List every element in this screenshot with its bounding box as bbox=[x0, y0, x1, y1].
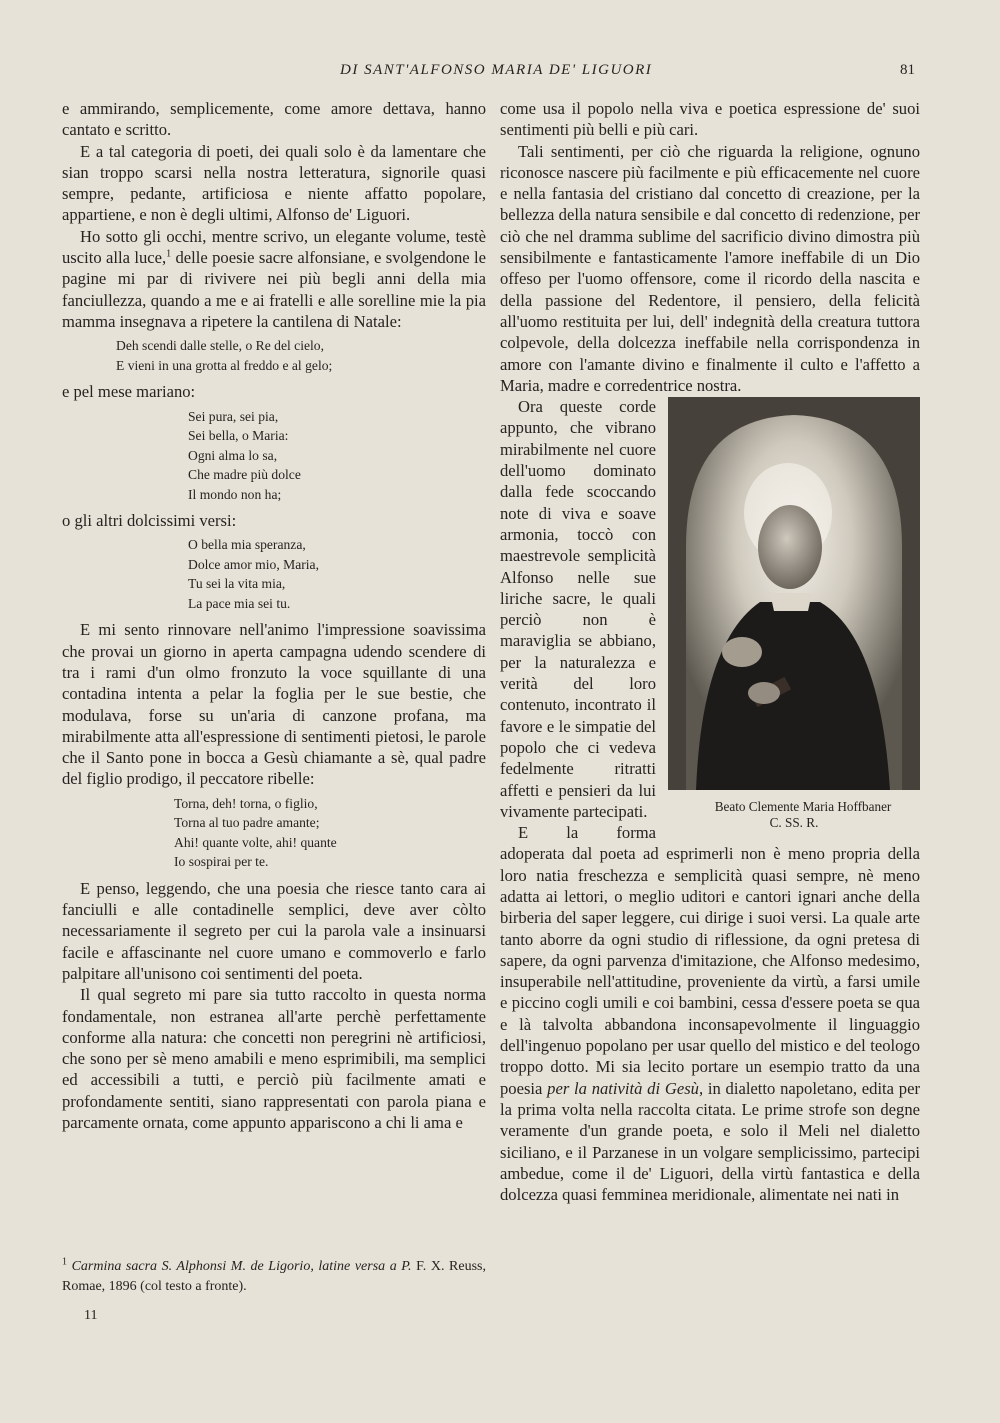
page-number: 81 bbox=[900, 62, 915, 78]
paragraph: e pel mese mariano: bbox=[62, 382, 196, 402]
paragraph-text: in dialetto napoletano, edita per la prima volta nella raccolta citata. Le prime strofe son degne veramente d'un grande poeta, e solo il Meli nel dialetto siciliano, e il Parzanese in un volgare semplicissimo, partecipi ambedue, come il de' Liguori, della virtù fantastica e della dolcezza quasi femminea meridionale, alimentate nei nati in bbox=[500, 1078, 920, 1205]
paragraph-text: Ho sotto gli occhi, mentre scrivo, un elegante volume, testè uscito alla luce, bbox=[62, 226, 486, 268]
verse-line: Dolce amor mio, Maria, bbox=[188, 556, 319, 572]
paragraph-text: Ora queste corde appunto, che vibrano mirabilmente nel cuore dell'uomo dominato dalla fede scoccando note di viva e soave armonia, toccò con maestrevole semplicità Alfonso nelle sue liriche sacre, le quali perciò non è maraviglia se abbiano, per la naturalezza e verità del loro contenuto, incontrato il favore e le simpatie del popolo che ci vedeva fedelmente ritratti affetti e pensieri da lui vivamente partecipati. bbox=[500, 397, 656, 821]
caption-line: Beato Clemente Maria Hoffbaner bbox=[714, 799, 892, 815]
verse-line: Deh scendi dalle stelle, o Re del cielo, bbox=[116, 338, 324, 354]
signature-mark: 11 bbox=[84, 1308, 98, 1323]
left-column bbox=[62, 98, 486, 1133]
right-column bbox=[500, 98, 920, 1205]
verse-line: Sei bella, o Maria: bbox=[188, 428, 289, 444]
footnote-mark: 1 bbox=[62, 1256, 67, 1268]
verse-line: Ogni alma lo sa, bbox=[188, 447, 278, 463]
italic-title: per la natività di Gesù, bbox=[547, 1078, 704, 1098]
verse-line: O bella mia speranza, bbox=[188, 537, 306, 553]
paragraph-text: delle poesie sacre alfonsiane, e svolgendone le pagine mi par di rivivere nei più begli anni della mia fanciullezza, quando a me e ai fratelli e alle sorelline mie la pia mamma insegnava a ripetere la cantilena di Natale: bbox=[62, 248, 487, 331]
paragraph: E a tal categoria di poeti, dei quali solo è da lamentare che sian troppo scarsi nella nostra letteratura, signorile quasi sempre, pedante, artificiosa e niente affatto popolare, appartiene, e non è degli ultimi, Alfonso de' Liguori. bbox=[62, 141, 486, 225]
verse-block bbox=[188, 535, 486, 613]
paragraph bbox=[500, 396, 920, 831]
portrait-image bbox=[668, 397, 920, 790]
verse-line: Torna al tuo padre amante; bbox=[174, 815, 320, 831]
paragraph: e ammirando, semplicemente, come amore dettava, hanno cantato e scritto. bbox=[62, 99, 486, 140]
paragraph: Tali sentimenti, per ciò che riguarda la religione, ognuno riconosce nascere più facilmente e più efficacemente nel cuore e nella fantasia del cristiano dal concetto di creazione, per la bellezza della natura sensibile e dal concetto di redenzione, per ciò che nel dramma sublime del sacrificio divino dimostra più sensibilmente e fantasticamente l'amore ineffabile di un Dio offeso per l'uomo offensore, come il ricordo della nascita e della passione del Redentore, il pensiero, della felicità all'uomo restituita per lui, dell' indegnità della creatura tuttora colpevole, della dolcezza ineffabile nella corrispondenza in amore con l'amante divino e finalmente il culto e l'affetto a Maria, madre e corredentrice nostra. bbox=[500, 141, 920, 395]
verse-line: Torna, deh! torna, o figlio, bbox=[174, 795, 318, 811]
page-header bbox=[340, 62, 940, 79]
paragraph: E mi sento rinnovare nell'animo l'impressione soavissima che provai un giorno in aperta campagna udendo scendere di tra i rami d'un olmo fronzuto la voce squillante di una contadina intenta a pelar la foglia per le sue bestie, che modulava, forse su un'aria di canzone profana, ma mirabilmente atta all'espressione di sentimenti pietosi, le parole che il Santo pone in bocca a Gesù chiamante a sè, qual padre del figlio prodigo, il peccatore ribelle: bbox=[62, 620, 486, 789]
verse-line: Tu sei la vita mia, bbox=[188, 576, 286, 592]
verse-block bbox=[188, 407, 486, 505]
verse-line: Che madre più dolce bbox=[188, 467, 301, 483]
verse-block bbox=[174, 794, 486, 872]
paragraph: o gli altri dolcissimi versi: bbox=[62, 511, 237, 531]
footnote-title: Carmina sacra S. Alphonsi M. de Ligorio, latine versa a P. bbox=[71, 1259, 412, 1274]
footnote bbox=[62, 1257, 486, 1297]
portrait-figure bbox=[668, 397, 920, 835]
verse-line: Il mondo non ha; bbox=[188, 486, 282, 502]
running-title: DI SANT'ALFONSO MARIA DE' LIGUORI bbox=[340, 62, 653, 78]
verse-line: Ahi! quante volte, ahi! quante bbox=[174, 834, 337, 850]
verse-line: Io sospirai per te. bbox=[174, 854, 269, 870]
paragraph bbox=[62, 226, 486, 332]
portrait-illustration bbox=[668, 397, 920, 790]
footnote-text: F. X. Reuss, Romae, 1896 (col testo a fronte). bbox=[62, 1259, 486, 1294]
footnote-reference: 1 bbox=[166, 248, 172, 260]
caption-line: C. SS. R. bbox=[769, 815, 819, 831]
paragraph: come usa il popolo nella viva e poetica espressione de' suoi sentimenti più belli e più cari. bbox=[500, 99, 920, 140]
verse-block bbox=[116, 336, 486, 375]
verse-line: Sei pura, sei pia, bbox=[188, 408, 279, 424]
verse-line: E vieni in una grotta al freddo e al gelo; bbox=[116, 357, 333, 373]
paragraph: E penso, leggendo, che una poesia che riesce tanto cara ai fanciulli e alle contadinelle semplici, deve aver còlto necessariamente il segreto per cui la parola vale a insinuarsi facile e affascinante nel cuore umano e commoverlo e farlo palpitare all'unisono coi sentimenti del poeta. bbox=[62, 878, 486, 983]
figure-caption bbox=[668, 799, 920, 831]
paragraph-text: E la forma adoperata dal poeta ad esprimerli non è meno propria della loro natia freschezza e semplicità quasi sempre, nè meno adatta ai lettori, o meglio uditori e cantori ignari anche della birberia del saper leggere, cui dirige i suoi versi. La quale arte tanto aborre da ogni studio di riflessione, da ogni pretesa di sapere, da ogni parvenza d'imitazione, che Alfonso medesimo, insuperabile nell'attitudine, proveniente da virtù, a farsi umile e piccino cogli umili e coi bambini, cessa d'essere poeta se qua e là talvolta abbandona inconsapevolmente il linguaggio dell'ingenuo popolano per usar quello del mistico e del teologo troppo dotto. Mi sia lecito portare un esempio tratto da una poesia bbox=[500, 823, 920, 1098]
paragraph bbox=[500, 822, 920, 1205]
verse-line: La pace mia sei tu. bbox=[188, 595, 291, 611]
paragraph: Il qual segreto mi pare sia tutto raccolto in questa norma fondamentale, non estranea all'arte perchè perfettamente conforme alla natura: che concetti non peregrini nè artificiosi, che sono per sè meno amabili e meno esprimibili, ma semplici ed accessibili a tutti, e perciò più facilmente amati e profondamente sentiti, siano rappresentati con parola piana e parcamente ornata, come appunto appariscono a chi li ama e bbox=[62, 985, 486, 1132]
